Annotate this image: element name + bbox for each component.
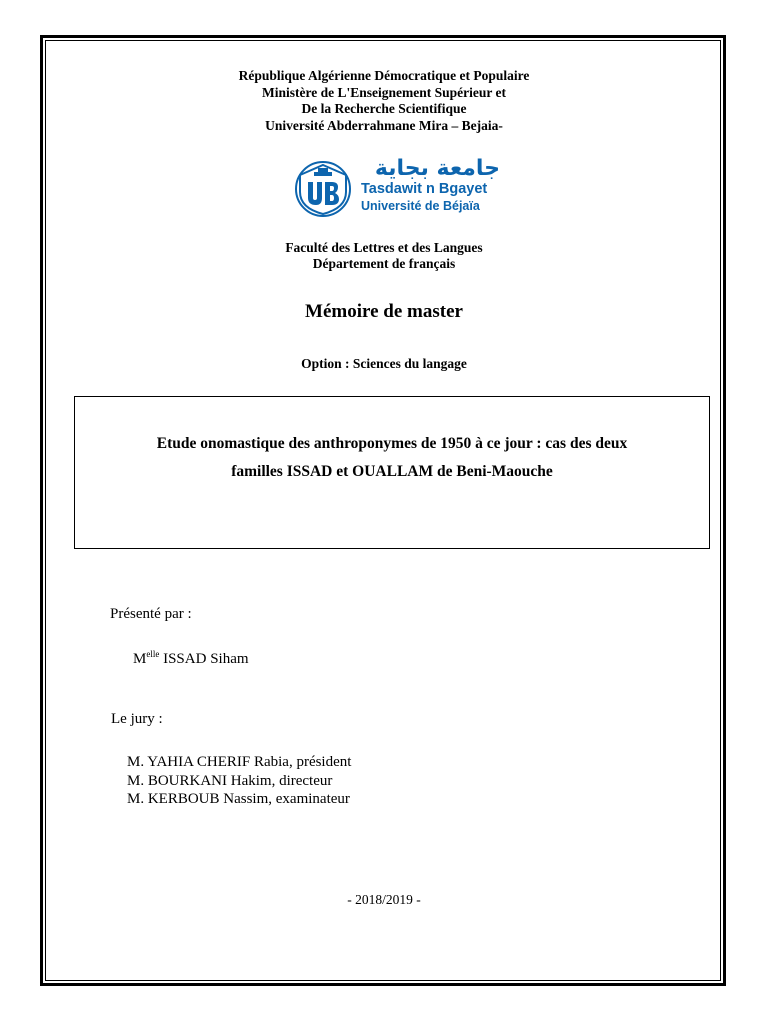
header-line-research: De la Recherche Scientifique: [301, 101, 467, 116]
university-french-name: Université de Béjaïa: [361, 199, 480, 213]
student-name-text: ISSAD Siham: [159, 651, 249, 667]
jury-list: [127, 753, 351, 809]
option-line: Option : Sciences du langage: [301, 356, 467, 371]
student-title-superscript: elle: [146, 649, 160, 659]
jury-member: M. KERBOUB Nassim, examinateur: [127, 791, 350, 807]
header-line-university: Université Abderrahmane Mira – Bejaia-: [265, 117, 503, 133]
university-kabyle-name: Tasdawit n Bgayet: [361, 181, 488, 197]
jury-member: M. BOURKANI Hakim, directeur: [127, 772, 333, 789]
thesis-title: [84, 430, 700, 486]
academic-year: - 2018/2019 -: [347, 892, 421, 907]
faculty-block: [0, 240, 768, 272]
header-line-ministry: Ministère de L'Enseignement Supérieur et: [262, 84, 506, 100]
institution-header: [0, 68, 768, 134]
student-name: [133, 649, 249, 668]
department-name: Département de français: [312, 256, 456, 271]
thesis-title-line-1: Etude onomastique des anthroponymes de 1950 à ce jour : cas des deux: [156, 435, 628, 452]
jury-label: Le jury :: [111, 711, 163, 727]
header-line-republic: République Algérienne Démocratique et Populaire: [238, 68, 530, 83]
presenter-label: Présenté par :: [110, 606, 192, 622]
university-logo: [294, 156, 506, 218]
faculty-name: Faculté des Lettres et des Langues: [285, 240, 483, 255]
university-arabic-name: جامعة بجاية: [374, 156, 500, 181]
thesis-title-line-2: familles ISSAD et OUALLAM de Beni-Maouche: [231, 463, 553, 480]
student-title-prefix: M: [133, 651, 147, 667]
document-type-title: Mémoire de master: [305, 301, 463, 322]
university-emblem-icon: [294, 160, 352, 218]
jury-member: M. YAHIA CHERIF Rabia, président: [127, 754, 352, 770]
